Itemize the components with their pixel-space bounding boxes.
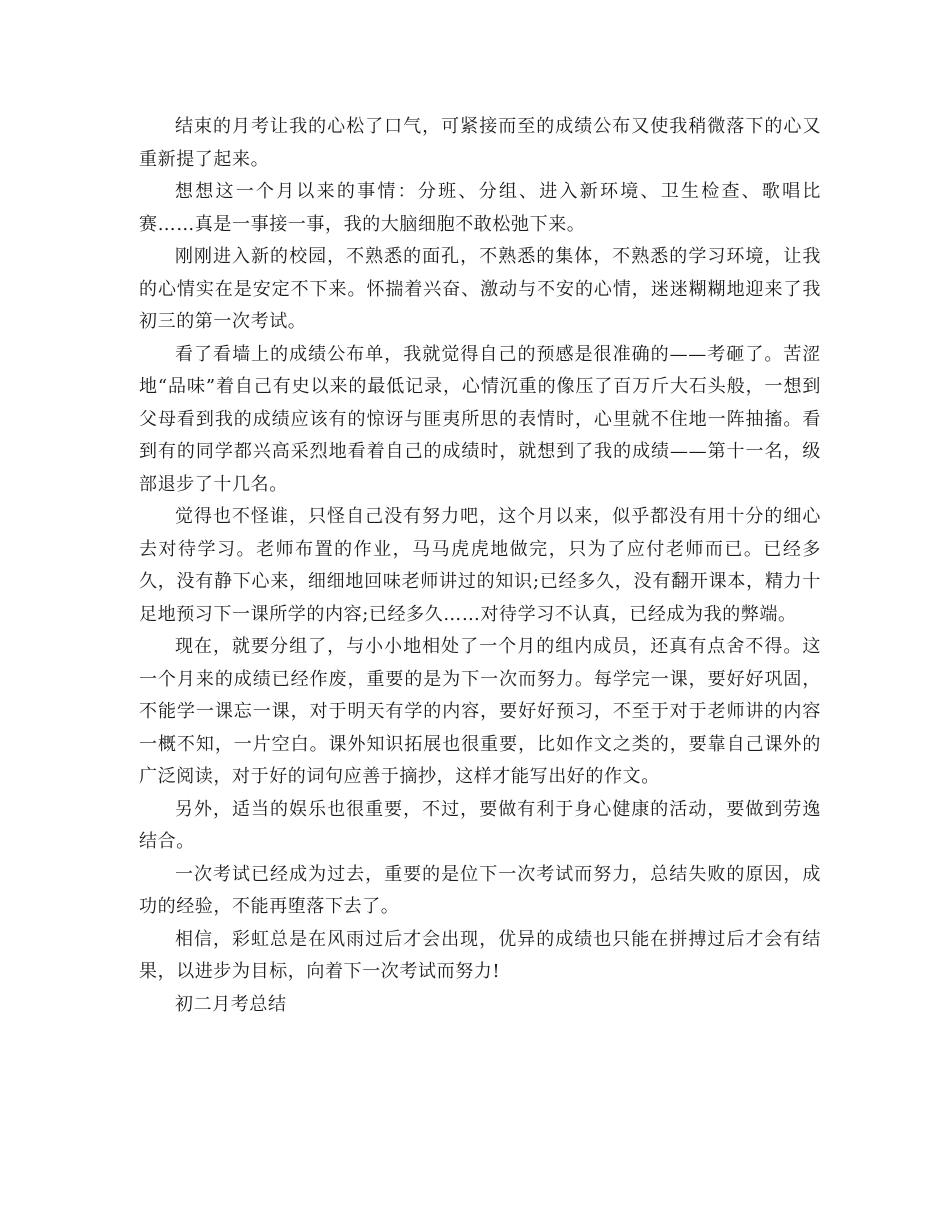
- paragraph-new-school: 刚刚进入新的校园，不熟悉的面孔，不熟悉的集体，不熟悉的学习环境，让我的心情实在是安定不下来。怀揣着兴奋、激动与不安的心情，迷迷糊糊地迎来了我初三的第一次考试。: [139, 246, 821, 332]
- paragraph-study-plan: 现在，就要分组了，与小小地相处了一个月的组内成员，还真有点舍不得。这一个月来的成绩已经作废，重要的是为下一次而努力。每学完一课，要好好巩固，不能学一课忘一课，对于明天有学的内容，要好好预习，不至于对于老师讲的内容一概不知，一片空白。课外知识拓展也很重要，比如作文之类的，要靠自己课外的广泛阅读，对于好的词句应善于摘抄，这样才能写出好的作文。: [139, 636, 821, 787]
- paragraph-balance: 另外，适当的娱乐也很重要，不过，要做有利于身心健康的活动，要做到劳逸结合。: [139, 798, 821, 852]
- paragraph-summary: 一次考试已经成为过去，重要的是位下一次考试而努力，总结失败的原因，成功的经验，不能再堕落下去了。: [139, 863, 821, 917]
- paragraph-next-title: 初二月考总结: [175, 993, 287, 1015]
- document-page: [139, 111, 821, 1021]
- paragraph-exam-relief: 结束的月考让我的心松了口气，可紧接而至的成绩公布又使我稍微落下的心又重新提了起来。: [139, 116, 821, 170]
- paragraph-results-board: 看了看墙上的成绩公布单，我就觉得自己的预感是很准确的——考砸了。苦涩地“品味”着自己有史以来的最低记录，心情沉重的像压了百万斤大石头般，一想到父母看到我的成绩应该有的惊讶与匪夷所思的表情时，心里就不住地一阵抽搐。看到有的同学都兴高采烈地看着自己的成绩时，就想到了我的成绩——第十一名，级部退步了十几名。: [139, 343, 821, 495]
- paragraph-month-events: 想想这一个月以来的事情：分班、分组、进入新环境、卫生检查、歌唱比赛……真是一事接一事，我的大脑细胞不敢松弛下来。: [139, 181, 821, 235]
- paragraph-rainbow: 相信，彩虹总是在风雨过后才会出现，优异的成绩也只能在拼搏过后才会有结果，以进步为目标，向着下一次考试而努力!: [139, 928, 821, 982]
- paragraph-self-reflection: 觉得也不怪谁，只怪自己没有努力吧，这个月以来，似乎都没有用十分的细心去对待学习。老师布置的作业，马马虎虎地做完，只为了应付老师而已。已经多久，没有静下心来，细细地回味老师讲过的知识;已经多久，没有翻开课本，精力十足地预习下一课所学的内容;已经多久……对待学习不认真，已经成为我的弊端。: [139, 506, 821, 625]
